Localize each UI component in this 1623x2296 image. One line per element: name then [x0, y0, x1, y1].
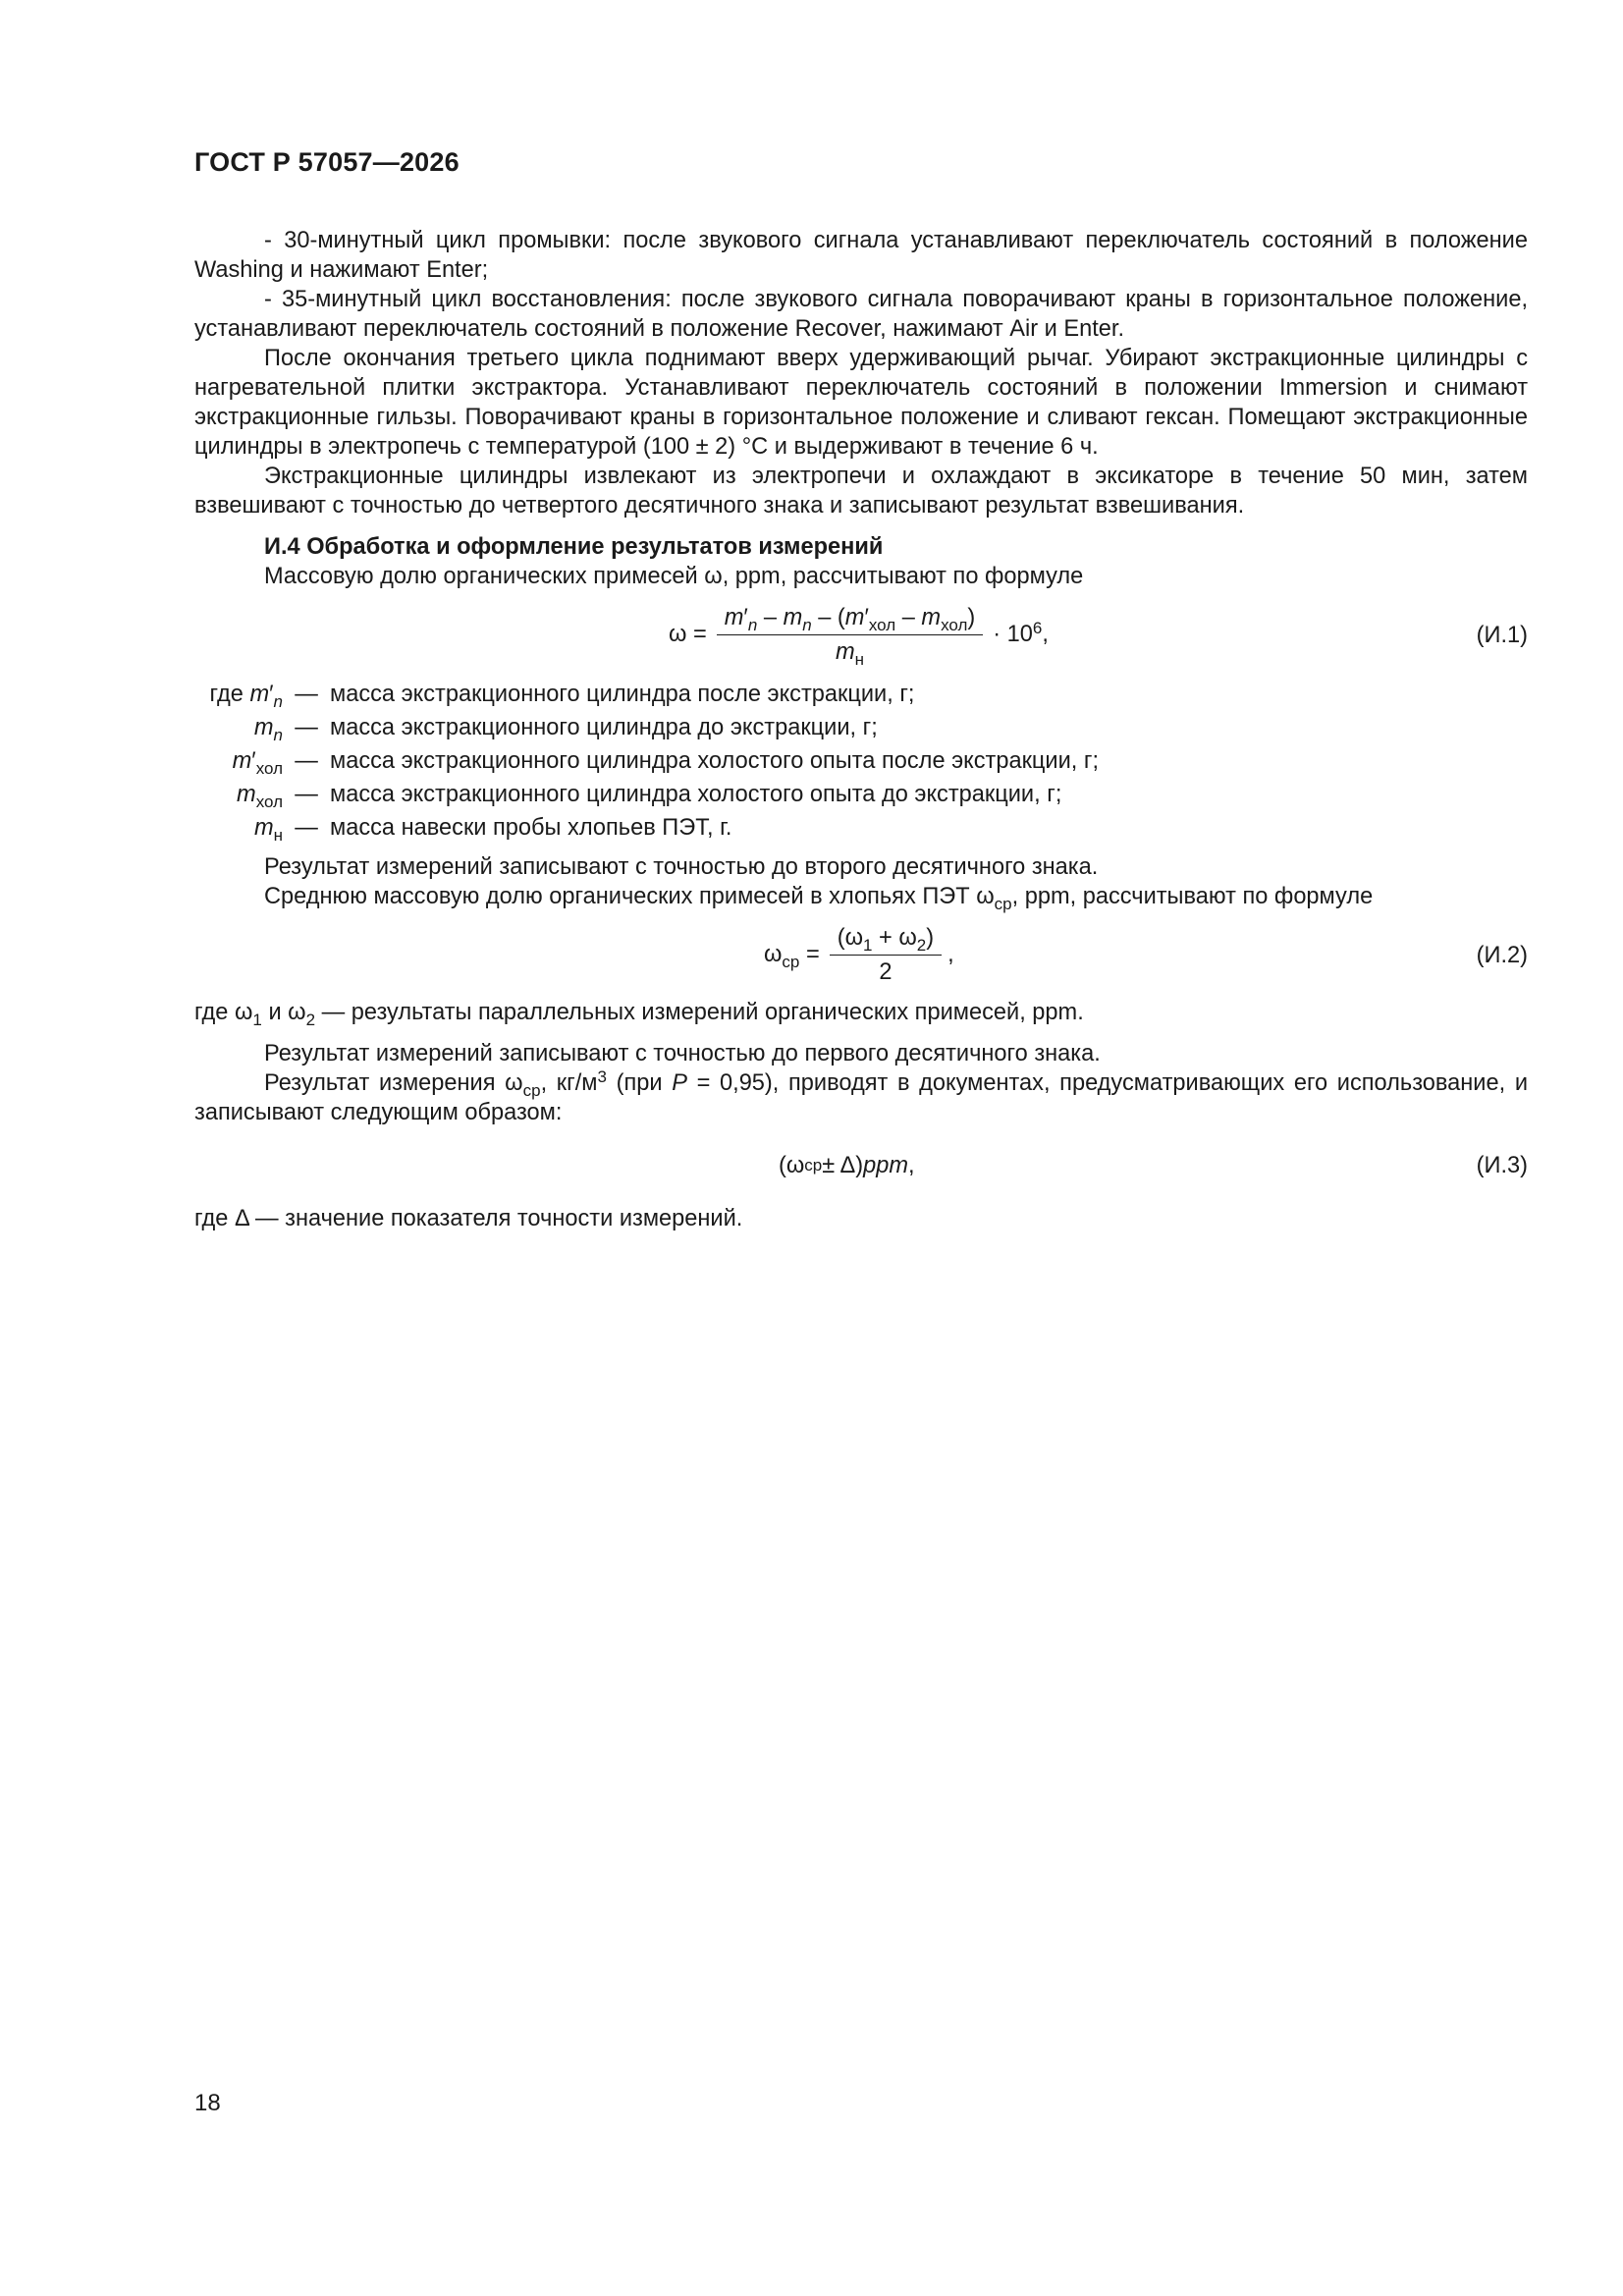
formula-i1-lhs: ω =	[669, 622, 707, 647]
where-item: $m'_{хол}$ — масса экстракционного цилиндра холостого опыта после экстракции, г;	[232, 748, 1100, 778]
paragraph-recovery-cycle: - 35-минутный цикл восстановления: после звукового сигнала поворачивают краны в горизонтальное положение, устанавливают переключатель состояний в положение Recover, нажимают Air и Enter.	[194, 287, 1528, 342]
paragraph-third-cycle: После окончания третьего цикла поднимают вверх удерживающий рычаг. Убирают экстракционные цилиндры с нагревательной плитки экстрактора. Устанавливают переключатель состояний в положении Immersion и снимают экстракционные гильзы. Поворачивают краны в горизонтальное положение и сливают гексан. Помещают экстракционные цилиндры в электропечь с температурой (100 ± 2) °С и выдерживают в течение 6 ч.	[194, 346, 1528, 460]
formula-i1-multiplier: · $10^6$,	[993, 619, 1049, 647]
page-number: 18	[194, 2090, 221, 2116]
formula-i1-numerator: $m'_n - m_n - (m'_{хол} - m_{хол})$	[717, 604, 983, 635]
section-intro: Массовую долю органических примесей ω, ppm, рассчитывают по формуле	[264, 564, 1084, 589]
formula-i1-number: (И.1)	[1476, 623, 1528, 648]
formula-i2-lhs: $\omega_{ср}$ =	[764, 942, 820, 971]
formula-i2-fraction	[830, 924, 942, 986]
formula-i2-numerator: $(\omega_1 + \omega_2)$	[830, 924, 942, 956]
where-item: $m_н$ — масса навески пробы хлопьев ПЭТ, г.	[253, 815, 732, 845]
formula-i2-denominator: 2	[879, 958, 893, 985]
document-body	[194, 226, 1528, 1233]
formula-i2-number: (И.2)	[1476, 943, 1528, 968]
where-item: где $m'_n$ — масса экстракционного цилиндра после экстракции, г;	[209, 682, 915, 711]
formula-i3-number: (И.3)	[1476, 1153, 1528, 1178]
document-header: ГОСТ Р 57057—2026	[194, 147, 460, 177]
paragraph-average-intro: Среднюю массовую долю органических примесей в хлопьях ПЭТ $\omega_{ср}$, ppm, рассчитывают по формуле	[264, 884, 1374, 913]
formula-i1-fraction	[717, 604, 983, 669]
where-item: $m_{хол}$ — масса экстракционного цилиндра холостого опыта до экстракции, г;	[237, 782, 1062, 811]
formula-i1-denominator: $m_н$	[835, 638, 865, 669]
section-heading: И.4 Обработка и оформление результатов измерений	[264, 534, 884, 560]
paragraph-washing-cycle: - 30-минутный цикл промывки: после звукового сигнала устанавливают переключатель состояний в положение Washing и нажимают Enter;	[194, 228, 1528, 283]
where-item: $m_n$ — масса экстракционного цилиндра до экстракции, г;	[253, 715, 878, 744]
formula-i2: $\omega_{ср}$ = $\frac{(\omega_1 + \omega_2)}{2}$ , (И.2)	[764, 924, 1528, 985]
paragraph-result-record: Результат измерения $\omega_{ср}$, $кг/м^3$ (при P = 0,95), приводят в документах, предусматривающих его использование, и записывают следующим образом:	[194, 1067, 1528, 1125]
paragraph-precision-second: Результат измерений записывают с точностью до второго десятичного знака.	[264, 854, 1099, 880]
formula-i1	[194, 599, 1528, 670]
formula-i3: (ω ср ± Δ) ppm , (И.3)	[779, 1153, 1528, 1178]
paragraph-precision-first: Результат измерений записывают с точностью до первого десятичного знака.	[264, 1041, 1101, 1066]
where-list-i1	[194, 678, 1528, 845]
where-list-i3: где Δ — значение показателя точности измерений.	[194, 1206, 743, 1231]
where-list-i2: где $\omega_1$ и $\omega_2$ — результаты параллельных измерений органических примесей, ppm.	[194, 1000, 1084, 1029]
document-page	[194, 0, 1528, 2296]
paragraph-cooling: Экстракционные цилиндры извлекают из электропечи и охлаждают в эксикаторе в течение 50 мин, затем взвешивают с точностью до четвертого десятичного знака и записывают результат взвешивания.	[194, 464, 1528, 519]
